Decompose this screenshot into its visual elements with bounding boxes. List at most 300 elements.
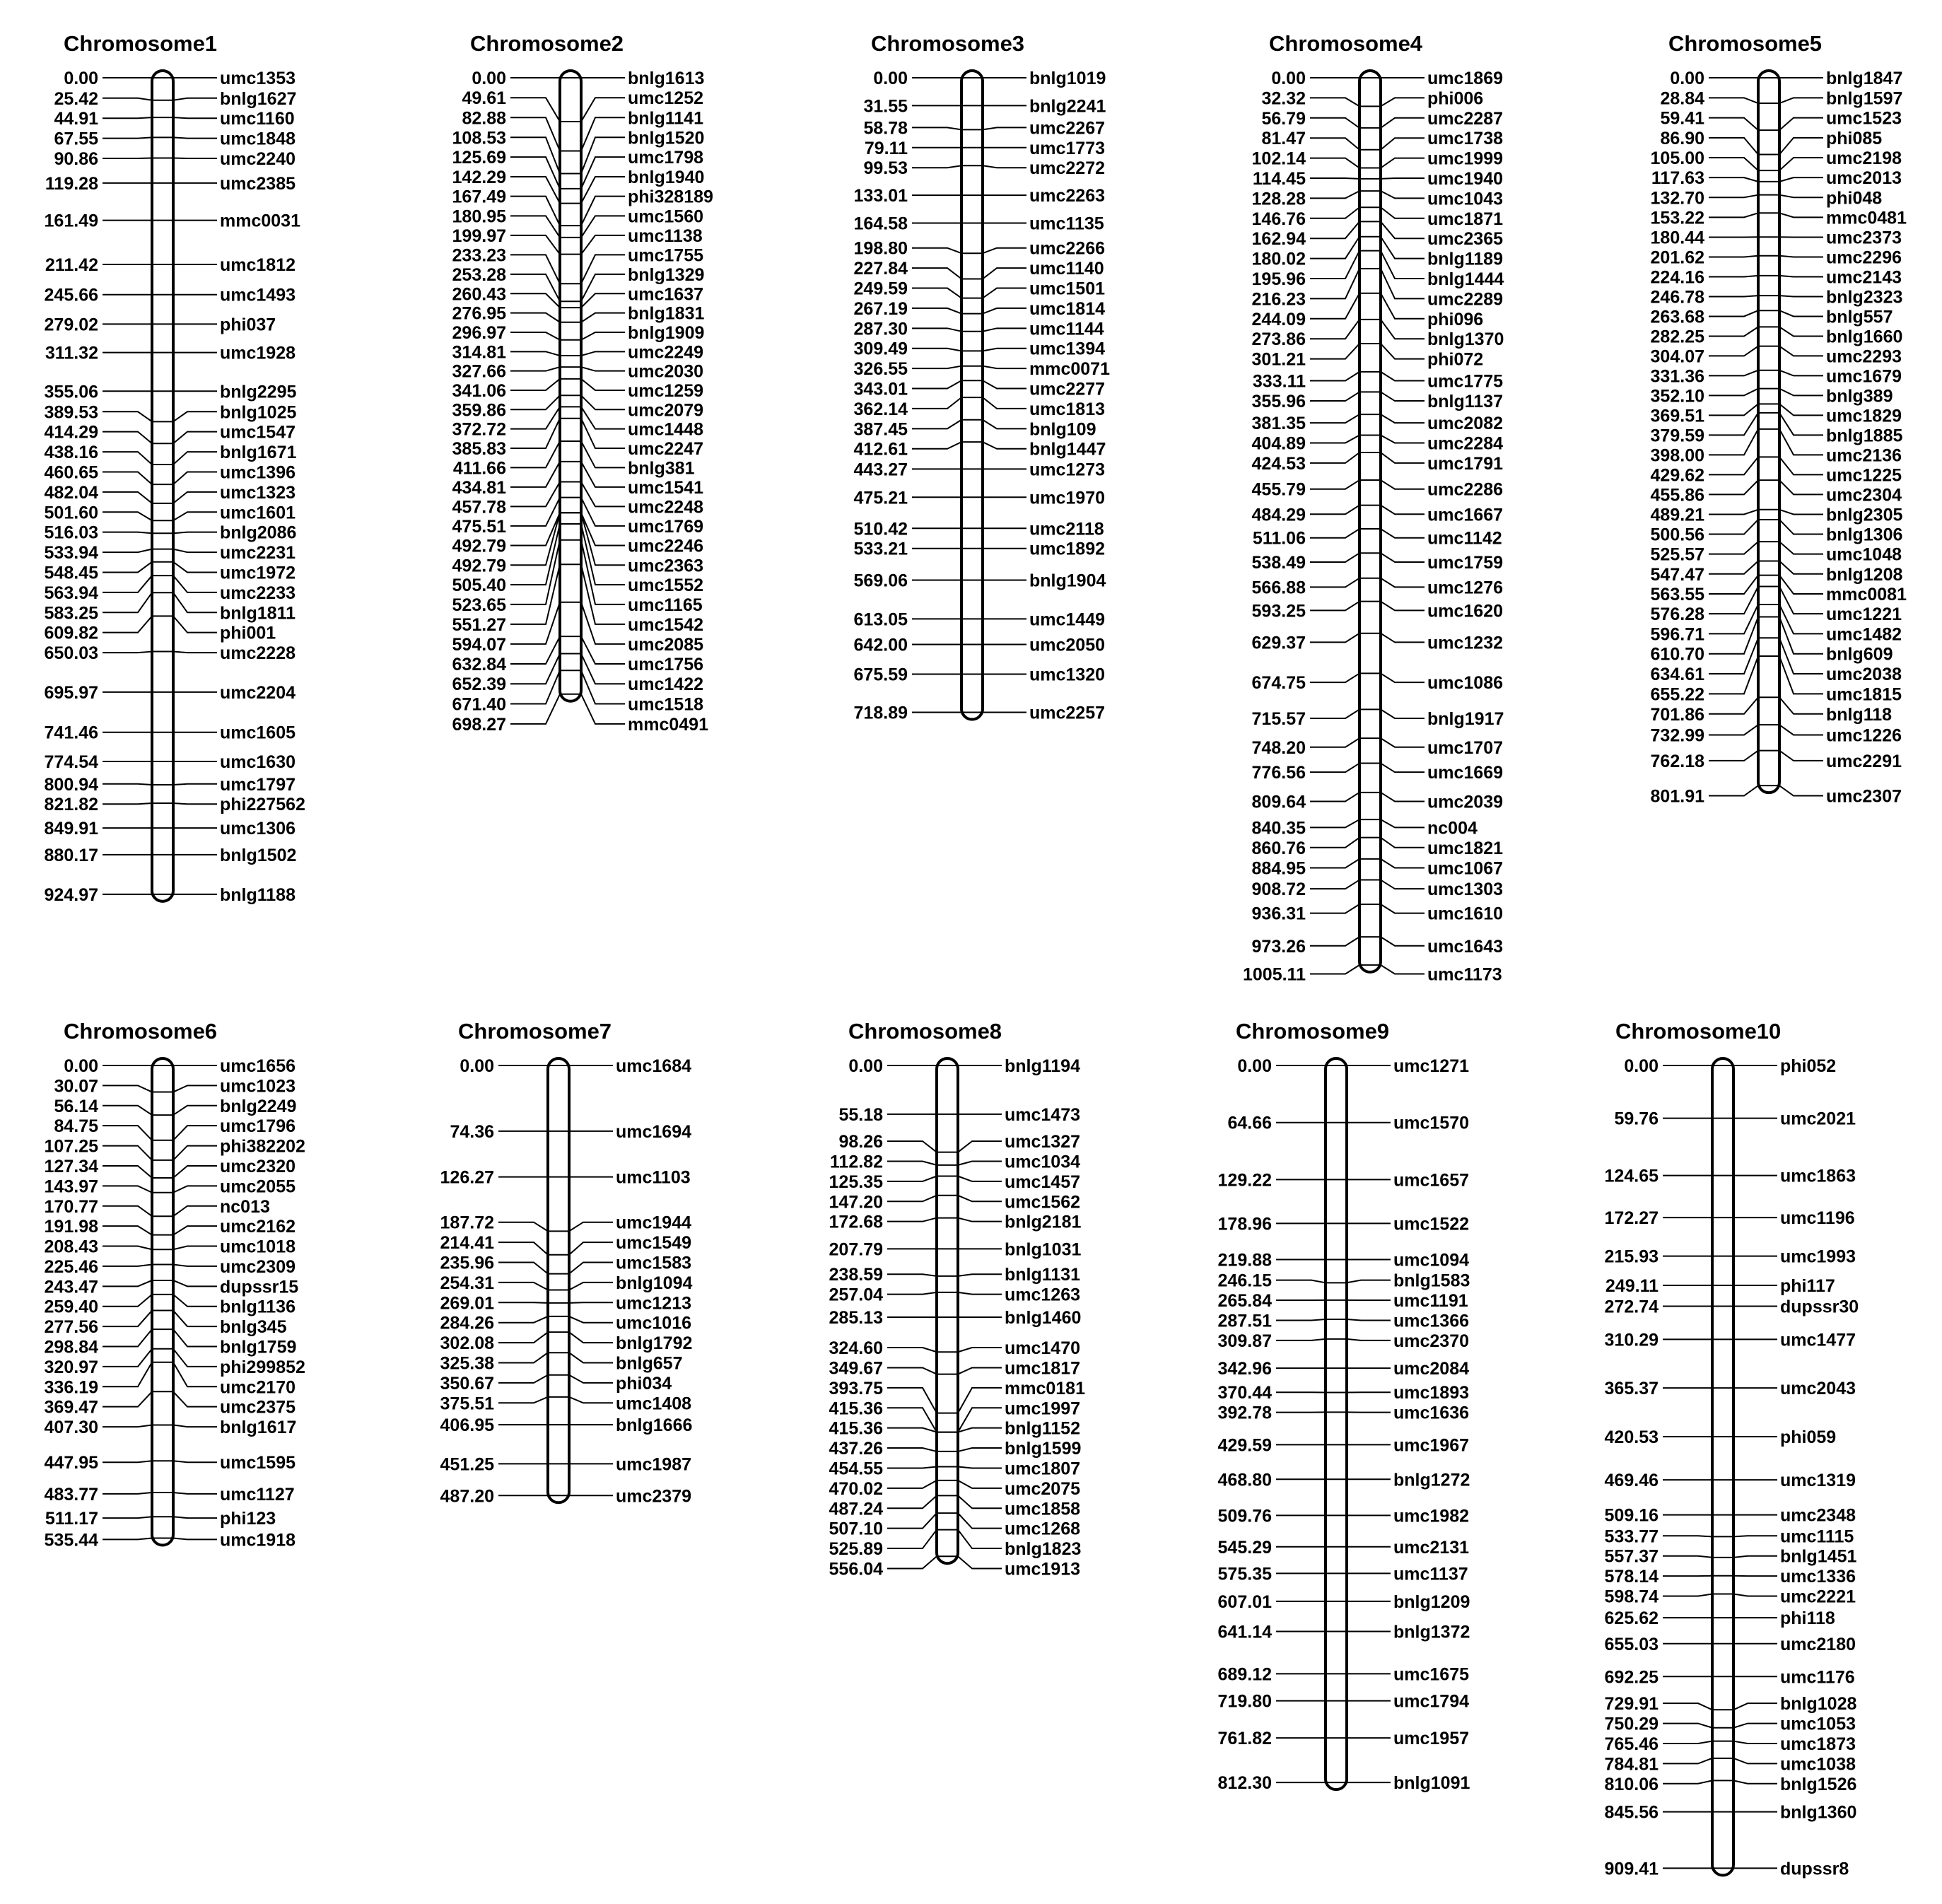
marker-name: umc1522 <box>1393 1214 1469 1234</box>
marker-name: phi096 <box>1427 310 1483 329</box>
marker-name: umc1232 <box>1427 633 1503 653</box>
marker-name: umc1319 <box>1780 1471 1856 1490</box>
marker-connector <box>983 268 1026 279</box>
marker-name: umc2289 <box>1427 289 1503 309</box>
marker-connector <box>1779 256 1823 257</box>
marker-name: umc2013 <box>1826 168 1902 188</box>
marker-name: bnlg1141 <box>628 108 703 128</box>
marker-name: mmc0481 <box>1826 208 1907 228</box>
marker-connector <box>173 1493 217 1494</box>
position-connector <box>103 784 152 785</box>
marker-name: umc2385 <box>220 174 296 194</box>
marker-name: umc1863 <box>1780 1167 1856 1186</box>
chromosome-title: Chromosome1 <box>64 31 217 56</box>
marker-connector <box>173 549 217 552</box>
marker-position: 31.55 <box>863 96 908 116</box>
position-connector <box>103 432 152 444</box>
marker-position: 642.00 <box>854 636 908 655</box>
position-connector <box>103 562 152 573</box>
marker-position: 86.90 <box>1660 129 1704 148</box>
marker-name: umc1769 <box>628 517 703 537</box>
marker-connector <box>569 1375 613 1383</box>
marker-name: umc2348 <box>1780 1506 1856 1526</box>
marker-name: umc1320 <box>1029 665 1105 684</box>
marker-name: umc1470 <box>1005 1338 1080 1358</box>
position-connector <box>103 576 152 592</box>
marker-name: umc1873 <box>1780 1734 1856 1754</box>
marker-name: umc1982 <box>1393 1506 1469 1526</box>
marker-position: 674.75 <box>1252 673 1306 693</box>
marker-position: 576.28 <box>1651 605 1705 624</box>
marker-name: umc1775 <box>1427 372 1503 392</box>
marker-connector <box>983 349 1026 351</box>
marker-position: 285.13 <box>829 1308 883 1328</box>
marker-name: bnlg1137 <box>1427 392 1503 411</box>
marker-position: 246.78 <box>1651 287 1705 307</box>
marker-position: 142.29 <box>452 168 506 187</box>
marker-connector <box>1733 1780 1777 1783</box>
position-connector <box>912 165 961 168</box>
marker-connector <box>173 784 217 785</box>
marker-name: umc1086 <box>1427 673 1503 693</box>
marker-connector <box>581 235 625 255</box>
marker-position: 59.76 <box>1614 1109 1659 1129</box>
position-connector <box>498 1375 548 1383</box>
marker-position: 207.79 <box>829 1239 883 1259</box>
marker-connector <box>1779 656 1823 694</box>
position-connector <box>1709 586 1758 614</box>
marker-connector <box>1381 793 1425 802</box>
marker-name: umc2233 <box>220 583 296 603</box>
position-connector <box>1310 937 1359 946</box>
position-connector <box>1310 633 1359 643</box>
chromosome-bar <box>937 1058 958 1563</box>
marker-connector <box>1779 370 1823 376</box>
marker-name: umc1268 <box>1005 1519 1080 1539</box>
marker-name: umc1552 <box>628 576 703 595</box>
position-connector <box>103 1186 152 1192</box>
chromosome-bar <box>560 71 581 701</box>
marker-name: bnlg1917 <box>1427 709 1504 729</box>
marker-name: phi118 <box>1780 1608 1835 1628</box>
marker-name: umc1656 <box>220 1056 296 1076</box>
marker-position: 655.22 <box>1651 684 1704 704</box>
marker-connector <box>1381 904 1425 913</box>
marker-position: 379.59 <box>1651 426 1704 445</box>
marker-name: umc1353 <box>220 69 296 88</box>
marker-connector <box>173 1085 217 1092</box>
position-connector <box>887 1467 937 1468</box>
marker-position: 370.44 <box>1218 1383 1273 1403</box>
position-connector <box>1709 213 1758 217</box>
position-connector <box>1709 310 1758 316</box>
marker-name: umc1541 <box>628 478 703 498</box>
marker-connector <box>958 1530 1002 1548</box>
marker-position: 105.00 <box>1651 148 1704 168</box>
marker-position: 244.09 <box>1252 310 1306 329</box>
marker-position: 533.77 <box>1605 1526 1659 1546</box>
marker-position: 671.40 <box>452 694 506 714</box>
marker-name: umc2272 <box>1029 158 1105 178</box>
position-connector <box>887 1513 937 1529</box>
chromosome-bar <box>1326 1058 1347 1789</box>
position-connector <box>1310 392 1359 401</box>
marker-position: 482.04 <box>45 483 99 503</box>
position-connector <box>1663 1780 1712 1783</box>
marker-connector <box>1347 1319 1391 1321</box>
marker-connector <box>983 420 1026 429</box>
marker-position: 342.96 <box>1218 1359 1272 1379</box>
marker-position: 28.84 <box>1660 88 1704 108</box>
position-connector <box>1310 158 1359 168</box>
marker-position: 302.08 <box>440 1333 495 1353</box>
marker-position: 398.00 <box>1651 445 1704 465</box>
position-connector <box>912 380 961 388</box>
position-connector <box>510 274 560 301</box>
chromosome-bar <box>152 1058 173 1545</box>
marker-position: 146.76 <box>1252 209 1306 229</box>
marker-position: 0.00 <box>460 1056 494 1076</box>
position-connector <box>887 1556 937 1568</box>
marker-position: 309.87 <box>1218 1331 1272 1351</box>
marker-connector <box>173 1246 217 1250</box>
marker-position: 437.26 <box>829 1439 883 1459</box>
marker-position: 392.78 <box>1218 1403 1273 1423</box>
marker-name: umc1560 <box>628 206 703 226</box>
marker-name: bnlg1372 <box>1393 1622 1470 1642</box>
marker-position: 613.05 <box>854 609 908 629</box>
position-connector <box>912 127 961 129</box>
marker-position: 260.43 <box>452 284 506 304</box>
marker-name: umc1657 <box>1393 1170 1469 1190</box>
position-connector <box>1709 542 1758 554</box>
marker-connector <box>958 1467 1002 1468</box>
marker-connector <box>581 564 625 624</box>
marker-name: umc2365 <box>1427 229 1503 249</box>
marker-connector <box>569 1262 613 1273</box>
marker-name: umc1225 <box>1826 465 1902 485</box>
marker-position: 143.97 <box>45 1176 98 1196</box>
position-connector <box>510 694 560 724</box>
marker-position: 153.22 <box>1651 208 1704 228</box>
chromosome-9 <box>1218 1019 1470 1793</box>
position-connector <box>1310 709 1359 718</box>
marker-name: umc1871 <box>1427 209 1503 229</box>
position-connector <box>103 1311 152 1327</box>
marker-name: umc2131 <box>1393 1538 1469 1558</box>
position-connector <box>1709 725 1758 735</box>
marker-position: 641.14 <box>1218 1622 1273 1642</box>
marker-name: umc1997 <box>1005 1398 1080 1418</box>
position-connector <box>103 1206 152 1216</box>
marker-name: umc1821 <box>1427 839 1503 858</box>
marker-name: bnlg1447 <box>1029 440 1106 460</box>
position-connector <box>887 1367 937 1374</box>
marker-position: 215.93 <box>1605 1247 1659 1267</box>
chromosome-title: Chromosome7 <box>458 1019 612 1044</box>
marker-position: 750.29 <box>1605 1715 1659 1734</box>
chromosome-title: Chromosome9 <box>1236 1019 1389 1044</box>
marker-name: umc2221 <box>1780 1587 1856 1607</box>
marker-connector <box>1381 237 1425 259</box>
marker-position: 133.01 <box>854 186 908 206</box>
marker-name: bnlg381 <box>628 458 695 478</box>
marker-connector <box>1381 207 1425 218</box>
marker-position: 227.84 <box>854 259 908 279</box>
position-connector <box>1709 429 1758 455</box>
marker-name: umc1271 <box>1393 1056 1469 1076</box>
marker-name: umc1605 <box>220 723 296 743</box>
marker-name: bnlg1189 <box>1427 250 1503 269</box>
marker-name: umc1957 <box>1393 1729 1469 1748</box>
marker-name: umc1094 <box>1393 1251 1469 1271</box>
marker-position: 610.70 <box>1651 645 1704 665</box>
position-connector <box>1310 98 1359 106</box>
marker-connector <box>173 532 217 534</box>
marker-position: 545.29 <box>1218 1538 1272 1558</box>
marker-name: mmc0031 <box>220 211 300 231</box>
position-connector <box>103 1493 152 1494</box>
position-connector <box>1709 413 1758 435</box>
marker-position: 287.51 <box>1218 1311 1273 1331</box>
marker-name: umc1970 <box>1029 488 1105 508</box>
position-connector <box>887 1448 937 1452</box>
marker-connector <box>1381 764 1425 773</box>
marker-position: 801.91 <box>1651 787 1705 807</box>
position-connector <box>1310 320 1359 339</box>
marker-position: 129.22 <box>1218 1170 1272 1190</box>
marker-position: 538.49 <box>1252 553 1306 573</box>
position-connector <box>103 1538 152 1539</box>
marker-connector <box>1779 725 1823 735</box>
marker-position: 457.78 <box>452 497 507 517</box>
marker-name: umc2263 <box>1029 186 1105 206</box>
marker-position: 282.25 <box>1651 327 1705 346</box>
marker-position: 468.80 <box>1218 1470 1272 1490</box>
marker-name: umc1636 <box>1393 1403 1469 1423</box>
position-connector <box>498 1332 548 1343</box>
marker-name: umc2363 <box>628 556 703 576</box>
marker-name: umc1053 <box>1780 1715 1856 1734</box>
position-connector <box>103 616 152 632</box>
marker-name: umc1562 <box>1005 1192 1080 1212</box>
marker-position: 249.11 <box>1605 1276 1659 1296</box>
position-connector <box>1310 237 1359 259</box>
marker-position: 0.00 <box>64 69 98 88</box>
marker-connector <box>1779 638 1823 674</box>
marker-position: 369.51 <box>1651 406 1705 426</box>
position-connector <box>510 197 560 226</box>
marker-name: bnlg345 <box>220 1317 287 1337</box>
marker-position: 487.20 <box>440 1486 494 1506</box>
marker-position: 56.14 <box>54 1097 98 1116</box>
marker-position: 341.06 <box>452 381 506 401</box>
marker-connector <box>1733 1724 1777 1728</box>
position-connector <box>103 1106 152 1115</box>
marker-connector <box>1381 738 1425 747</box>
position-connector <box>1709 346 1758 356</box>
marker-name: umc2287 <box>1427 109 1503 129</box>
position-connector <box>1709 327 1758 336</box>
marker-connector <box>958 1196 1002 1202</box>
marker-connector <box>1733 1703 1777 1710</box>
marker-name: umc1457 <box>1005 1172 1080 1192</box>
marker-name: phi227562 <box>220 795 305 814</box>
marker-name: bnlg1272 <box>1393 1470 1470 1490</box>
marker-position: 729.91 <box>1605 1694 1659 1714</box>
chromosome-8 <box>829 1019 1086 1579</box>
marker-position: 556.04 <box>829 1559 884 1579</box>
marker-position: 741.46 <box>45 723 98 743</box>
marker-name: umc1993 <box>1780 1247 1856 1267</box>
marker-position: 429.62 <box>1651 465 1704 485</box>
marker-position: 447.95 <box>45 1453 99 1473</box>
marker-position: 214.41 <box>440 1233 495 1253</box>
marker-position: 82.88 <box>462 108 506 128</box>
marker-name: umc2180 <box>1780 1635 1856 1654</box>
marker-name: umc2249 <box>628 342 703 362</box>
marker-position: 325.38 <box>440 1353 495 1373</box>
marker-name: bnlg1599 <box>1005 1439 1081 1459</box>
marker-connector <box>983 308 1026 314</box>
marker-connector <box>983 248 1026 253</box>
position-connector <box>912 268 961 279</box>
position-connector <box>498 1316 548 1323</box>
marker-connector <box>958 1292 1002 1295</box>
position-connector <box>1310 793 1359 802</box>
marker-name: bnlg1360 <box>1780 1803 1856 1823</box>
marker-connector <box>581 395 625 409</box>
marker-name: umc1813 <box>1029 399 1105 419</box>
marker-connector <box>1779 576 1823 594</box>
position-connector <box>498 1283 548 1290</box>
marker-position: 320.97 <box>45 1357 98 1377</box>
position-connector <box>887 1161 937 1164</box>
marker-position: 254.31 <box>440 1273 495 1293</box>
marker-connector <box>173 1186 217 1192</box>
marker-position: 525.89 <box>829 1539 883 1559</box>
marker-name: umc1848 <box>220 129 296 149</box>
marker-connector <box>581 462 625 487</box>
marker-name: umc1893 <box>1393 1383 1469 1403</box>
marker-name: umc1138 <box>628 226 703 246</box>
marker-connector <box>1381 937 1425 946</box>
position-connector <box>1709 195 1758 198</box>
marker-position: 406.95 <box>440 1415 495 1435</box>
chromosome-title: Chromosome4 <box>1269 31 1423 56</box>
marker-connector <box>983 366 1026 368</box>
marker-position: 596.71 <box>1651 624 1705 644</box>
marker-connector <box>1381 880 1425 889</box>
marker-connector <box>173 1206 217 1216</box>
marker-connector <box>1381 819 1425 827</box>
marker-name: umc1273 <box>1029 460 1105 479</box>
marker-name: umc1303 <box>1427 880 1503 899</box>
marker-name: bnlg1759 <box>220 1337 296 1357</box>
marker-name: phi085 <box>1826 129 1882 148</box>
marker-connector <box>983 127 1026 129</box>
marker-name: umc1493 <box>220 286 296 305</box>
marker-name: umc1173 <box>1427 965 1502 985</box>
marker-connector <box>581 498 625 526</box>
position-connector <box>1310 738 1359 747</box>
marker-position: 164.58 <box>854 214 908 233</box>
marker-position: 525.57 <box>1651 545 1704 565</box>
marker-name: umc1213 <box>616 1293 691 1313</box>
marker-position: 147.20 <box>829 1192 883 1212</box>
marker-name: umc1336 <box>1780 1567 1856 1587</box>
marker-position: 56.79 <box>1261 109 1306 129</box>
marker-connector <box>581 313 625 322</box>
marker-position: 170.77 <box>45 1197 98 1217</box>
marker-name: umc2118 <box>1029 519 1104 539</box>
marker-name: bnlg2181 <box>1005 1213 1081 1232</box>
position-connector <box>103 1329 152 1346</box>
position-connector <box>887 1218 937 1222</box>
marker-name: umc2277 <box>1029 380 1105 399</box>
marker-name: umc2228 <box>220 643 296 663</box>
marker-connector <box>173 1391 217 1406</box>
marker-connector <box>958 1495 1002 1508</box>
position-connector <box>1310 207 1359 218</box>
marker-name: umc2304 <box>1826 485 1902 505</box>
marker-name: umc1669 <box>1427 763 1503 783</box>
position-connector <box>1663 1724 1712 1728</box>
position-connector <box>510 177 560 204</box>
marker-position: 909.41 <box>1605 1859 1659 1879</box>
chromosome-title: Chromosome2 <box>470 31 624 56</box>
position-connector <box>103 1146 152 1160</box>
marker-name: umc1756 <box>628 655 703 674</box>
marker-name: bnlg1617 <box>220 1418 296 1437</box>
position-connector <box>1709 276 1758 277</box>
marker-connector <box>173 1461 217 1462</box>
marker-position: 128.28 <box>1252 189 1306 209</box>
marker-position: 845.56 <box>1605 1803 1659 1823</box>
marker-connector <box>1381 221 1425 238</box>
position-connector <box>510 351 560 356</box>
marker-name: umc2162 <box>220 1217 296 1237</box>
position-connector <box>510 313 560 322</box>
marker-position: 566.88 <box>1252 578 1306 597</box>
chromosome-bar <box>961 71 983 720</box>
marker-connector <box>581 419 625 448</box>
marker-name: umc2043 <box>1780 1379 1856 1398</box>
marker-name: phi048 <box>1826 188 1882 208</box>
marker-name: umc1583 <box>616 1253 691 1273</box>
marker-connector <box>1733 1556 1777 1558</box>
position-connector <box>912 328 961 331</box>
marker-name: bnlg2241 <box>1029 96 1106 116</box>
marker-connector <box>581 157 625 189</box>
marker-name: bnlg1502 <box>220 846 296 865</box>
marker-connector <box>1779 327 1823 336</box>
marker-name: bnlg1329 <box>628 265 704 285</box>
marker-name: umc1667 <box>1427 505 1503 525</box>
marker-position: 407.30 <box>45 1418 98 1437</box>
marker-name: bnlg1209 <box>1393 1592 1470 1612</box>
marker-position: 310.29 <box>1605 1330 1659 1350</box>
position-connector <box>912 308 961 314</box>
marker-name: umc1694 <box>616 1122 691 1142</box>
position-connector <box>1310 764 1359 773</box>
position-connector <box>1709 389 1758 396</box>
marker-position: 245.66 <box>45 286 98 305</box>
marker-connector <box>1381 251 1425 279</box>
marker-name: umc1620 <box>1427 601 1503 621</box>
marker-connector <box>581 654 625 684</box>
marker-position: 355.96 <box>1252 392 1306 411</box>
